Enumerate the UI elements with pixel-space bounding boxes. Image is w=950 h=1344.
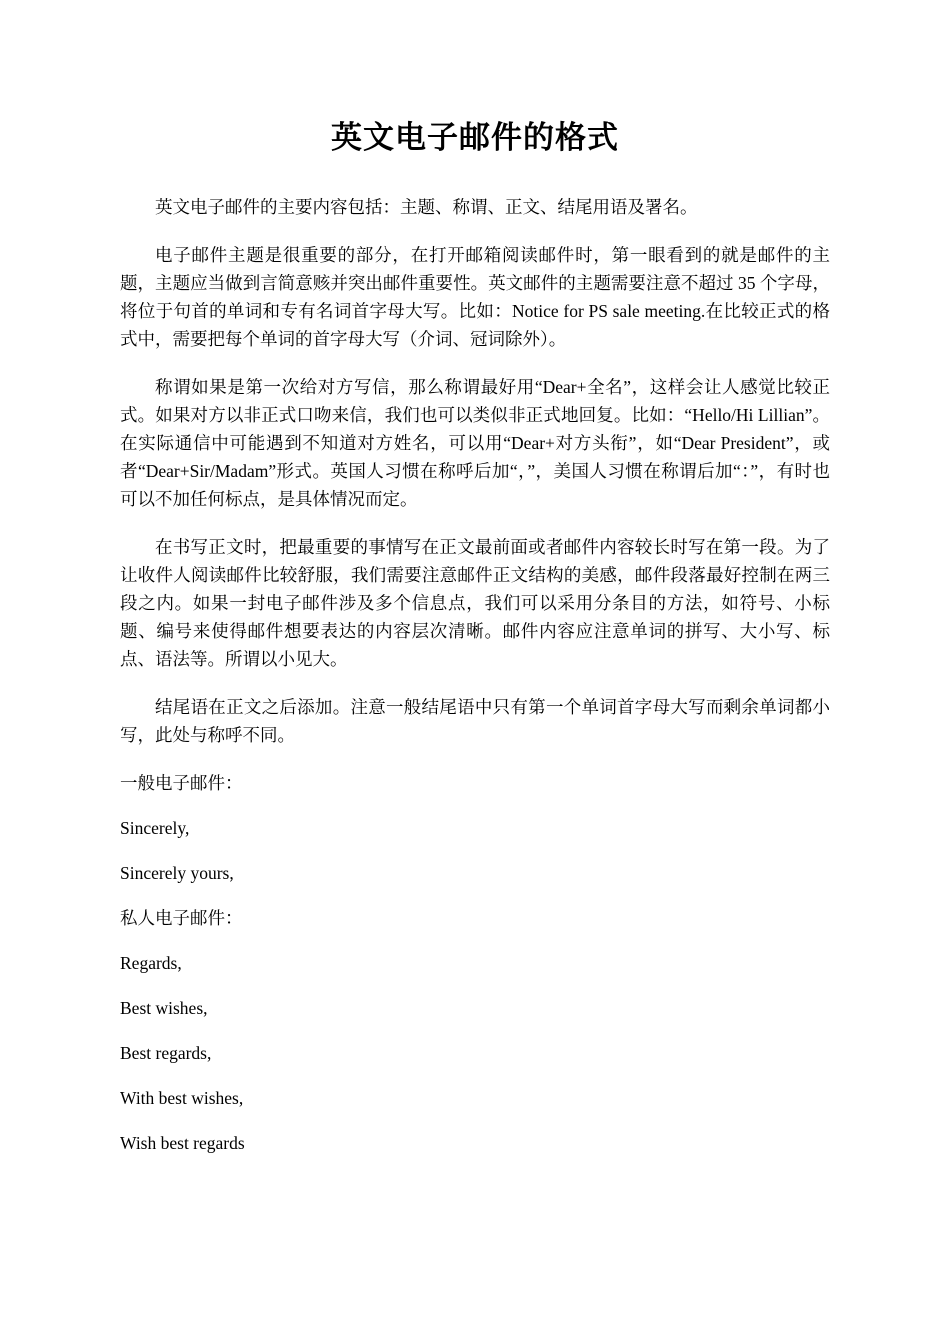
- paragraph-closing-note: 结尾语在正文之后添加。注意一般结尾语中只有第一个单词首字母大写而剩余单词都小写，此处与称呼不同。: [120, 697, 830, 745]
- closing-line-regards: Regards,: [120, 953, 182, 973]
- closing-line-best-regards: Best regards,: [120, 1043, 212, 1063]
- closing-line-sincerely: Sincerely,: [120, 818, 190, 838]
- paragraph-overview: 英文电子邮件的主要内容包括：主题、称谓、正文、结尾用语及署名。: [155, 197, 698, 217]
- closing-line-wish-best-regards: Wish best regards: [120, 1133, 245, 1153]
- closing-line-with-best-wishes: With best wishes,: [120, 1088, 244, 1108]
- paragraph-subject: 电子邮件主题是很重要的部分，在打开邮箱阅读邮件时，第一眼看到的就是邮件的主题，主题应当做到言简意赅并突出邮件重要性。英文邮件的主题需要注意不超过 35 个字母，将位于句首的单词和专有名词首字母大写。比如：Notice for PS sale meeting.在比较正式的格式中，需要把每个单词的首字母大写（介词、冠词除外）。: [120, 245, 830, 349]
- closing-line-general-email-label: 一般电子邮件：: [120, 773, 243, 793]
- closing-line-sincerely-yours: Sincerely yours,: [120, 863, 234, 883]
- document-title: 英文电子邮件的格式: [331, 120, 619, 155]
- paragraph-body-writing: 在书写正文时，把最重要的事情写在正文最前面或者邮件内容较长时写在第一段。为了让收件人阅读邮件比较舒服，我们需要注意邮件正文结构的美感，邮件段落最好控制在两三段之内。如果一封电子邮件涉及多个信息点，我们可以采用分条目的方法，如符号、小标题、编号来使得邮件想要表达的内容层次清晰。邮件内容应注意单词的拼写、大小写、标点、语法等。所谓以小见大。: [120, 537, 830, 669]
- closing-line-private-email-label: 私人电子邮件：: [120, 908, 243, 928]
- paragraph-salutation: 称谓如果是第一次给对方写信，那么称谓最好用“Dear+全名”，这样会让人感觉比较正式。如果对方以非正式口吻来信，我们也可以类似非正式地回复。比如：“Hello/Hi Lillian”。在实际通信中可能遇到不知道对方姓名，可以用“Dear+对方头衔”，如“Dear President”，或者“Dear+Sir/Madam”形式。英国人习惯在称呼后加“，”，美国人习惯在称谓后加“：”，有时也可以不加任何标点，是具体情况而定。: [120, 377, 830, 509]
- closing-line-best-wishes: Best wishes,: [120, 998, 208, 1018]
